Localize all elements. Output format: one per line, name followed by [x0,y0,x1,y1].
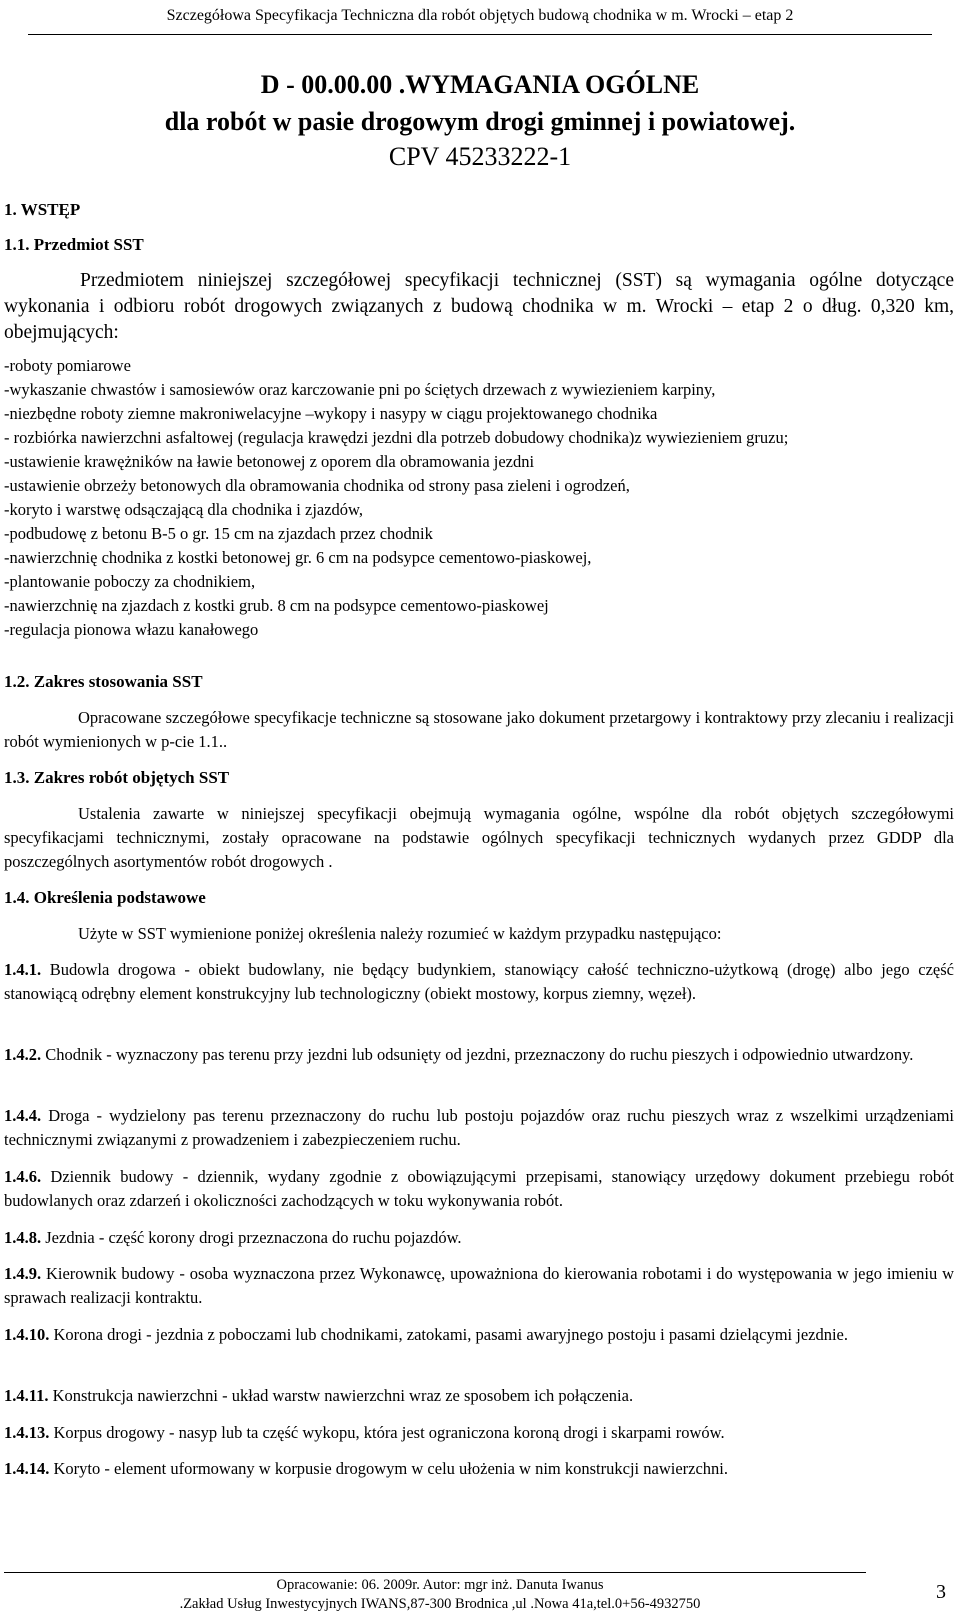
definition-text: Jezdnia - część korony drogi przeznaczona do ruchu pojazdów. [41,1228,462,1247]
footer-author: Opracowanie: 06. 2009r. Autor: mgr inż. Danuta Iwanus [276,1577,604,1593]
footer-divider [4,1572,866,1573]
document-title-code: D - 00.00.00 .WYMAGANIA OGÓLNE [260,70,700,99]
page-number: 3 [936,1581,946,1603]
definition-item [4,1384,954,1408]
definition-number: 1.4.10. [4,1325,50,1344]
definition-text: Koryto - element uformowany w korpusie drogowym w celu ułożenia w nim konstrukcji nawierzchni. [49,1459,728,1478]
definition-text: Konstrukcja nawierzchni - układ warstw nawierzchni wraz ze sposobem ich połączenia. [48,1386,634,1405]
definition-text: Droga - wydzielony pas terenu przeznaczony do ruchu lub postoju pojazdów oraz ruchu pieszych wraz z wszelkimi urządzeniami technicznymi związanymi z prowadzeniem i zabezpieczeniem ruchu. [4,1106,954,1149]
subsection-heading-1-1: 1.1. Przedmiot SST [4,235,144,254]
list-item: - rozbiórka nawierzchni asfaltowej (regulacja krawędzi jezdni dla potrzeb dobudowy chodnika)z wywiezieniem gruzu; [4,428,789,447]
scope-of-application-paragraph: Opracowane szczegółowe specyfikacje techniczne są stosowane jako dokument przetargowy i kontraktowy przy zlecaniu i realizacji robót wymienionych w p-cie 1.1.. [4,708,954,751]
list-item: -regulacja pionowa włazu kanałowego [4,620,259,639]
list-item: -podbudowę z betonu B-5 o gr. 15 cm na zjazdach przez chodnik [4,524,433,543]
document-title-scope: dla robót w pasie drogowym drogi gminnej i powiatowej. [164,107,796,136]
list-item: -nawierzchnię na zjazdach z kostki grub. 8 cm na podsypce cementowo-piaskowej [4,596,549,615]
definition-number: 1.4.8. [4,1228,42,1247]
definition-text: Dziennik budowy - dziennik, wydany zgodnie z obowiązującymi przepisami, stanowiący urzędowy dokument przebiegu robót budowlanych oraz zdarzeń i okoliczności zachodzących w toku wykonywania robót. [4,1167,954,1210]
definition-item [4,1421,954,1445]
running-header: Szczegółowa Specyfikacja Techniczna dla robót objętych budową chodnika w m. Wrocki – etap 2 [166,7,794,24]
list-item: -ustawienie obrzeży betonowych dla obramowania chodnika od strony pasa zieleni i ogrodzeń, [4,476,630,495]
definition-number: 1.4.11. [4,1386,49,1405]
definition-item [4,1226,954,1250]
subsection-heading-1-4: 1.4. Określenia podstawowe [4,888,206,907]
definition-text: Budowla drogowa - obiekt budowlany, nie będący budynkiem, stanowiący całość techniczno-użytkową (drogę) albo jego część stanowiącą odrębny element konstrukcyjny lub technologiczny (obiekt mostowy, korpus ziemny, węzeł). [4,960,954,1003]
definition-number: 1.4.1. [4,960,42,979]
definition-text: Kierownik budowy - osoba wyznaczona przez Wykonawcę, upoważniona do kierowania robotami i do występowania w jego imieniu w sprawach realizacji kontraktu. [4,1264,954,1307]
list-item: -roboty pomiarowe [4,356,131,375]
header-divider [28,34,932,35]
definition-item [4,1262,954,1310]
list-item: -nawierzchnię chodnika z kostki betonowej gr. 6 cm na podsypce cementowo-piaskowej, [4,548,592,567]
definition-item [4,1104,954,1152]
subsection-heading-1-2: 1.2. Zakres stosowania SST [4,672,203,691]
subject-paragraph: Przedmiotem niniejszej szczegółowej specyfikacji technicznej (SST) są wymagania ogólne dotyczące wykonania i odbioru robót drogowych związanych z budową chodnika w m. Wrocki – etap 2 o dług. 0,320 km, obejmujących: [4,270,954,343]
document-title-cpv: CPV 45233222-1 [388,142,572,171]
list-item: -niezbędne roboty ziemne makroniwelacyjne –wykopy i nasypy w ciągu projektowanego chodnika [4,404,658,423]
definition-item [4,1457,954,1481]
definition-number: 1.4.4. [4,1106,42,1125]
definition-number: 1.4.2. [4,1045,42,1064]
definition-item [4,1323,954,1347]
footer-company: .Zakład Usług Inwestycyjnych IWANS,87-300 Brodnica ,ul .Nowa 41a,tel.0+56-4932750 [179,1596,701,1612]
works-list [4,354,954,642]
section-heading-intro: 1. WSTĘP [4,200,81,219]
definition-number: 1.4.14. [4,1459,50,1478]
definition-text: Korpus drogowy - nasyp lub ta część wykopu, która jest ograniczona koroną drogi i skarpami rowów. [49,1423,725,1442]
list-item: -koryto i warstwę odsączającą dla chodnika i zjazdów, [4,500,364,519]
definition-text: Korona drogi - jezdnia z poboczami lub chodnikami, zatokami, pasami awaryjnego postoju i pasami dzielącymi jezdnie. [49,1325,848,1344]
list-item: -plantowanie poboczy za chodnikiem, [4,572,256,591]
definition-item [4,1165,954,1213]
list-item: -wykaszanie chwastów i samosiewów oraz karczowanie pni po ściętych drzewach z wywiezieniem karpiny, [4,380,716,399]
definition-number: 1.4.9. [4,1264,42,1283]
scope-of-works-paragraph: Ustalenia zawarte w niniejszej specyfikacji obejmują wymagania ogólne, wspólne dla robót objętych szczegółowymi specyfikacjami technicznymi, zostały opracowane na podstawie ogólnych specyfikacji technicznych wydanych przez GDDP dla poszczególnych asortymentów robót drogowych . [4,804,954,871]
definition-number: 1.4.13. [4,1423,50,1442]
definition-item [4,1043,954,1067]
definition-text: Chodnik - wyznaczony pas terenu przy jezdni lub odsunięty od jezdni, przeznaczony do ruchu pieszych i odpowiednio utwardzony. [41,1045,914,1064]
definition-item [4,958,954,1006]
subsection-heading-1-3: 1.3. Zakres robót objętych SST [4,768,230,787]
definitions-intro: Użyte w SST wymienione poniżej określenia należy rozumieć w każdym przypadku następująco: [78,924,722,943]
definition-number: 1.4.6. [4,1167,42,1186]
list-item: -ustawienie krawężników na ławie betonowej z oporem dla obramowania jezdni [4,452,535,471]
